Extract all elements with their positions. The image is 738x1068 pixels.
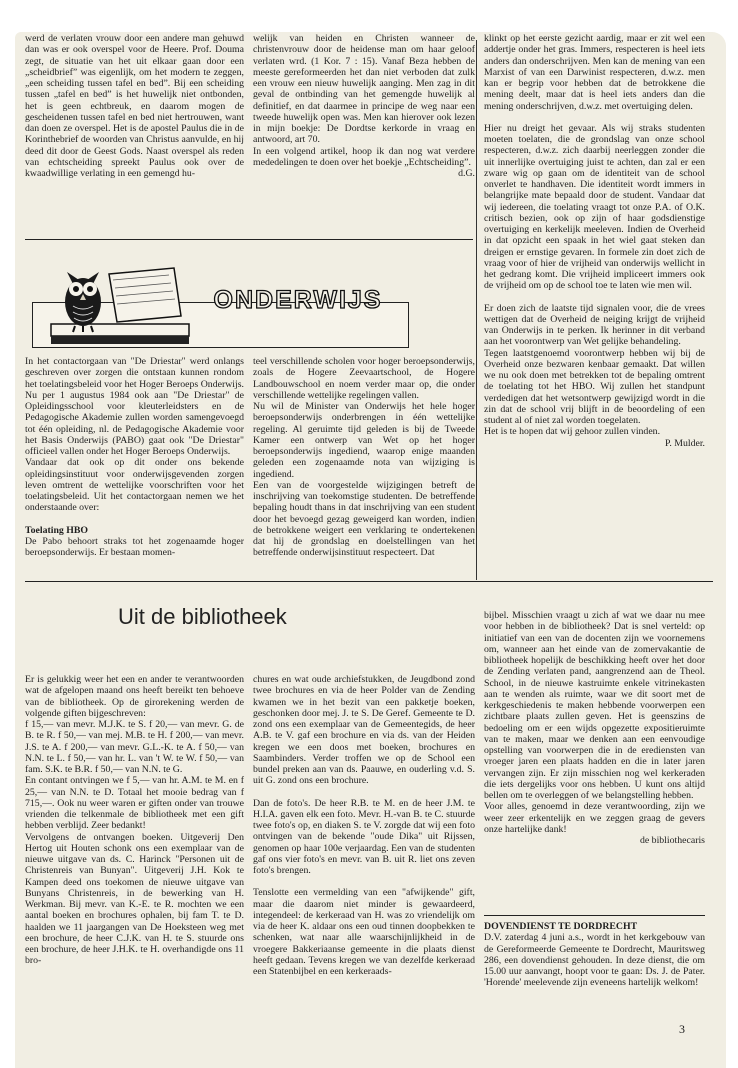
paragraph: Tegen laatstgenoemd voorontwerp hebben wij bij de Overheid onze bezwaren kenbaar gemaakt. Dat willen we nu ook doen met betrekken tot de bepaling omtrent de toelating tot het HBO. Wij zullen het standpunt verdedigen dat het wetsontwerp gewijzigd wordt in die zin dat de school vrij blijft in de beoordeling of een student al of niet zal worden toegelaten. [484,347,705,426]
notice-divider [484,915,705,916]
page-number: 3 [679,1022,685,1036]
paragraph: In een volgend artikel, hoop ik dan nog wat verdere mededelingen te doen over het boekje „Echtscheiding”. [253,145,475,168]
onderwijs-column-2 [253,356,475,559]
paragraph: werd de verlaten vrouw door een andere man gehuwd dan was er ook overspel voor de Heere. Prof. Douma zegt, de situatie van het uit elkaar gaan door een „scheidbrief” was eigenlijk, om het modern te zeggen, „een scheiding tussen tafel en bed”. Bij een scheiding tussen „tafel en bed” is het huwelijk niet ontbonden, het is geen echtbreuk, en daarom mogen de gescheidenen tussen tafel en bed niet hertrouwen, want dan doen ze overspel. Het is de apostel Paulus die in de Korinthebrief de woorden van Christus aanvulde, en hij deed dit door de Geest Gods. Naast overspel als reden van echtscheiding spreekt Paulus ook over de kwaadwillige verlating in een gemengd hu- [25,33,244,179]
gift-list: f 15,— van mevr. M.J.K. te S. f 20,— van mevr. G. de B. te R. f 50,— van mej. M.B. te H. f 200,— van mevr. J.S. te A. f 200,— van mevr. G.L.-K. te A. f 50,— van N.N. te L. f 50,— van hr. L. van 't W. te W. f 50,— van fam. S.K. te B.R. f 50,— van N.N. te G. [25,719,244,775]
paragraph: In het contactorgaan van "De Driestar" werd onlangs geschreven over zorgen die ontstaan kunnen rondom het toelatingsbeleid voor het Hoger Beroeps Onderwijs. Nu per 1 augustus 1984 ook aan "De Driestar" de Opleidingsschool voor kleuterleidsters en de Pedagogische Akademie zullen worden samengevoegd tot één opleiding, nl. de Pedagogische Akademie voor het Basis Onderwijs (PABO) gaat ook "De Driestar" officieel vallen onder het Hoger Beroeps Onderwijs. [25,356,244,457]
bibliotheek-title: Uit de bibliotheek [118,604,287,629]
paragraph: Voor alles, genoemd in deze verantwoording, zijn we weer zeer erkentelijk en we zeggen graag de gevers onze hartelijke dank! [484,801,705,835]
paragraph: Tenslotte een vermelding van een "afwijkende" gift, maar die daarom niet minder is gewaardeerd, integendeel: de kerkeraad van H. was zo vriendelijk om via de heer K. aldaar ons een oud tinnen doopbekken te schenken, wat naar alle waarschijnlijkheid in de vroegere Bakkeriaanse gemeente in die plaats dienst heeft gedaan. Tevens kregen we van dezelfde kerkeraad een Statenbijbel en een kerkeraads- [253,887,475,977]
paragraph: De Pabo behoort straks tot het zogenaamde hoger beroepsonderwijs. Er bestaan momen- [25,535,244,558]
section-title: ONDERWIJS [213,286,383,314]
owl-on-books-icon [49,254,191,354]
column-divider [476,40,477,580]
bibliotheek-column-2 [253,674,475,977]
paragraph: welijk van heiden en Christen wanneer de christenvrouw door de heidense man om haar geloof verlaten wrd. (1 Kor. 7 : 15). Vanaf Beza hebben de meeste gereformeerden het dan niet verboden dat zulk een vrouw een nieuw huwelijk aanging. Men zag in dit geval de ontbinding van het gemengde huwelijk al definitief, en dat daarmee in principe de weg naar een tweede huwelijk open was. Men kan hierover ook lezen in mijn boekje: De Dordtse kerkorde in vraag en antwoord, art 70. [253,33,475,146]
notice-heading: DOVENDIENST TE DORDRECHT [484,921,638,932]
paragraph: Dan de foto's. De heer R.B. te M. en de heer J.M. te H.I.A. gaven elk een foto. Mevr. H.-van B. te C. stuurde twee foto's op, en diaken S. te V. zorgde dat wij een foto ontvingen van de bekende "oude Dika" uit Rijssen, genomen op haar 100e verjaardag. Een van de studenten gaf ons vier foto's en mevr. van B. uit R. liet ons zeven foto's brengen. [253,797,475,876]
paragraph: En contant ontvingen we f 5,— van hr. A.M. te M. en f 25,— van N.N. te D. Totaal het mooie bedrag van f 715,—. Ook nu weer waren er giften onder van trouwe vrienden die telkenmale de bibliotheek met een gift hebben verblijd. Zeer bedankt! [25,775,244,832]
paragraph: D.V. zaterdag 4 juni a.s., wordt in het kerkgebouw van de Gereformeerde Gemeente te Dordrecht, Mauritsweg 286, een dovendienst gehouden. In deze dienst, die om 15.00 uur aanvangt, hoopt voor te gaan: Ds. J. de Pater. 'Horende' meelevende zijn eveneens hartelijk welkom! [484,932,705,989]
paragraph: Het is te hopen dat wij gehoor zullen vinden. [484,426,661,438]
dovendienst-notice [484,921,705,989]
paragraph: teel verschillende scholen voor hoger beroepsonderwijs, zoals de Hogere Zeevaartschool, de Hogere Landbouwschool en noem verder maar op, die onder verschillende wettelijke regelingen vallen. [253,356,475,401]
onderwijs-column-3 [484,33,705,449]
paragraph: chures en wat oude archiefstukken, de Jeugdbond zond twee brochures en via de heer Polder van de Zending kwamen we in het bezit van een pakketje boeken, geschonken door mej. J. te S. De Geref. Gemeente te D. zond ons een exemplaar van de Gemeentegids, de heer A.B. te V. gaf een brochure en via ds. van der Heiden kregen we een doos met boeken, brochures en Saambinders. Verder troffen we op de School een bundel preken aan van ds. Paauwe, en ouderling v.d. S. uit G. zond ons een brochure. [253,674,475,787]
article-divider [25,239,473,240]
author-signature: P. Mulder. [664,437,705,449]
paragraph: Er is gelukkig weer het een en ander te verantwoorden wat de afgelopen maand ons heeft bereikt ten behoeve van de bibliotheek. Op de girorekening werden de volgende giften bijgeschreven: [25,674,244,719]
newspaper-page [15,32,726,1068]
onderwijs-column-1 [25,356,244,558]
author-signature: d.G. [458,168,475,179]
paragraph: Een van de voorgestelde wijzigingen betreft de inschrijving van toekomstige studenten. De betreffende bepaling houdt thans in dat inschrijving van een student door het bevoegd gezag geweigerd kan worden, indien de betrokkene weigert een verklaring te ondertekenen dat hij de grondslag en doelstellingen van het betreffende onderwijsinstituut respecteert. Dat [253,479,475,559]
paragraph: Er doen zich de laatste tijd signalen voor, die de vrees wettigen dat de Overheid de neiging krijgt de vrijheid van Onderwijs in te perken. Ik herinner in dit verband aan het voorontwerp van Wet gelijke behandeling. [484,302,705,348]
top-article-column-2 [253,33,475,179]
paragraph: Vervolgens de ontvangen boeken. Uitgeverij Den Hertog uit Houten schonk ons een exemplaar van de nieuwe uitgave van ds. C. Harinck "Personen uit de Christenreis van Bunyan". Uitgeverij J.H. Kok te Kampen deed ons toekomen de nieuwe uitgave van Bunyans Christenreis, in de bewerking van H. Werkman. Bij mevr. van K.-E. te R. mochten we een aantal boeken en brochures ophalen, bij fam T. te D. haalden we 11 jaargangen van De Hoeksteen weg met een brochure, de heer C.J.K. van H. te S. stuurde ons een brochure, de heer J.H.K. te H. overhandigde ons 11 bro- [25,831,244,967]
paragraph: Vandaar dat ook op dit onder ons bekende opleidingsinstituut voor onderwijsgevenden zorgen leven omtrent de wettelijke voorschriften voor het toelatingsbeleid. Uit het contactorgaan nemen we het onderstaande over: [25,457,244,514]
top-article-column-1 [25,33,244,179]
author-signature: de bibliothecaris [639,835,705,846]
paragraph: Hier nu dreigt het gevaar. Als wij straks studenten moeten toelaten, die de grondslag van onze school respecteren, d.w.z. zich daarbij neerleggen zonder die uit innerlijke overtuiging juist te achten, dan zal er een zware wig op gaan om de identiteit van de school onverlet te handhaven. Die identiteit wordt immers in belangrijke mate bepaald door de student. Vandaar dat wij iedereen, die toelating vraagt tot onze P.A. of O.K. critisch bezien, ook op zijn of haar godsdienstige overtuiging en kerkelijk meeleven. Indien de Overheid in dat opzicht een spaak in het wiel gaat steken dan dreigen er ernstige gevaren. In formele zin doet zich de vraag voor of hier de vrijheid van onderwijs wellicht in het gedrang komt. Die vrijheid impliceert immers ook de vrijheid om op de school toe te laten wie men wil. [484,122,705,292]
paragraph: bijbel. Misschien vraagt u zich af wat we daar nu mee voor hebben in de bibliotheek? Dat is snel verteld: op initiatief van een van de docenten zijn we voornemens om, wanneer aan het einde van de zomervakantie de bibliotheek hopelijk de beschikking heeft over het door de Zending verlaten pand, aangrenzend aan de Theol. School, in de nieuwe kastruimte enkele vitrinekasten aan te wenden als ruimte, waar we dit soort met de kerkgeschiedenis te maken hebbende voorwerpen een zichtbare plaats zullen geven. Het is geenszins de bedoeling om er een wijds opgezette expositieruimte van te maken, maar we denken aan een eenvoudige opstelling van voorwerpen die in de erediensten van vroeger jaren een plaats hadden en die in later jaren vervangen zijn. Er zijn misschien nog wel kerkeraden die iets dergelijks voor ons hebben. U kunt ons altijd bellen om te overleggen of we belangstelling hebben. [484,610,705,801]
section-divider [25,581,713,582]
paragraph: Nu wil de Minister van Onderwijs het hele hoger beroepsonderwijs onderbrengen in één wettelijke regeling. Al geruimte tijd geleden is bij de Tweede Kamer een ontwerp van Wet op het hoger beroepsonderwijs ingediend, waarop enige maanden geleden een zogenaamde nota van wijziging is ingediend. [253,401,475,480]
bibliotheek-column-1 [25,674,244,967]
paragraph: klinkt op het eerste gezicht aardig, maar er zit wel een addertje onder het gras. Immers, respecteren is heel iets anders dan onderschrijven. Men kan de mening van een Marxist of van een Darwinist respecteren, d.w.z. men kan er begrip voor hebben dat de betrokkene die mening deelt, maar dat is heel iets anders dan die mening onderschrijven, d.w.z. met overtuiging delen. [484,33,705,112]
bibliotheek-column-3 [484,610,705,846]
subheading: Toelating HBO [25,524,89,536]
